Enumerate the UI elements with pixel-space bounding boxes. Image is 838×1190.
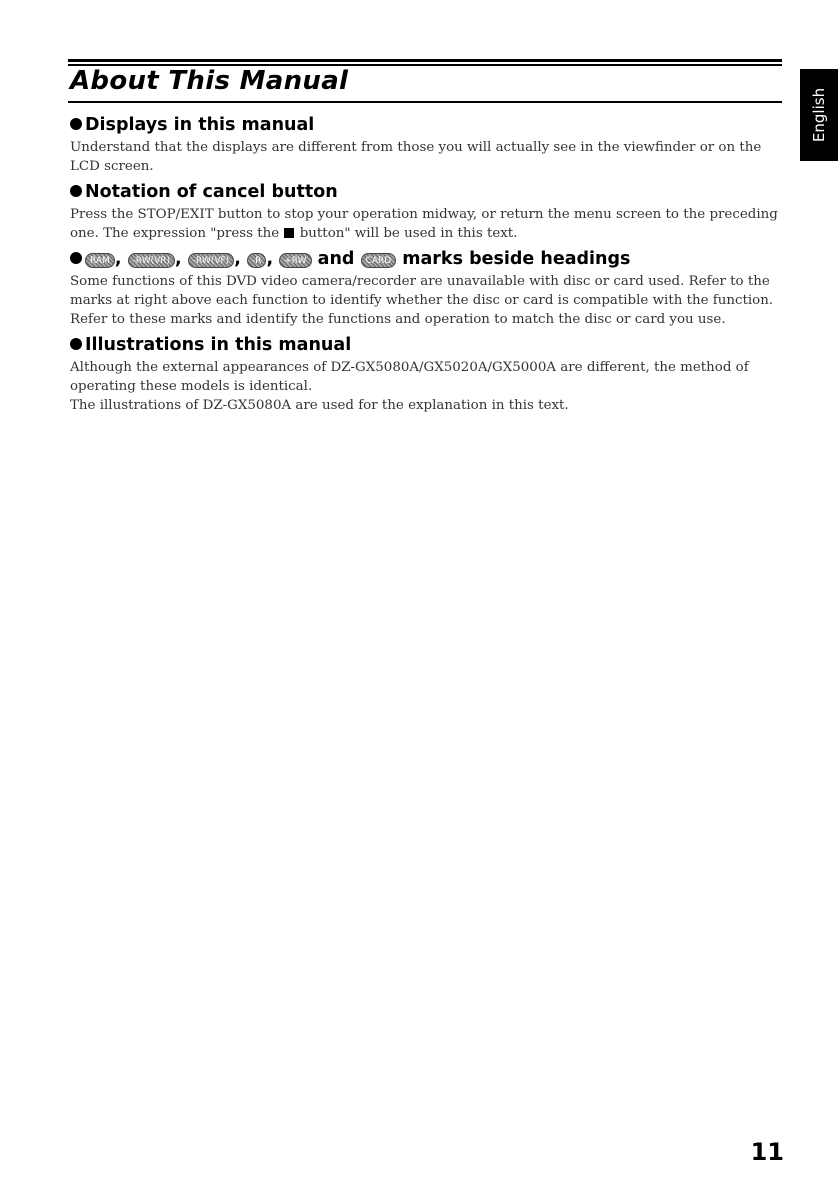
section-body [70,205,786,243]
ram-mark-icon: RAM [85,253,115,268]
separator: , [114,249,122,269]
top-rule [68,59,782,62]
heading-and: and [317,249,355,269]
body-text: The illustrations of DZ-GX5080A are used for the explanation in this text. [70,398,569,413]
section-heading-text: Displays in this manual [85,115,315,135]
section-disc-marks [70,247,786,329]
body-text: Press the STOP/EXIT button to stop your operation midway, or return the menu screen to the preceding one. The expression "press the [70,207,778,241]
bullet-icon [70,118,82,130]
section-illustrations [70,333,786,415]
section-heading-text: Notation of cancel button [85,182,338,202]
language-tab-label: English [810,87,829,143]
section-heading-text: marks beside headings [402,249,631,269]
stop-button-icon [284,228,294,238]
section-heading [70,247,786,271]
section-heading-text: Illustrations in this manual [85,335,352,355]
body-text: button" will be used in this text. [299,226,518,241]
section-heading [70,113,786,137]
section-cancel-button [70,180,786,243]
separator: , [175,249,182,269]
bullet-icon [70,185,82,197]
section-heading [70,333,786,357]
language-tab [800,69,838,161]
page-title: About This Manual [70,66,349,96]
manual-content [70,113,786,415]
plus-rw-mark-icon: +RW [279,253,311,268]
separator: , [266,249,274,269]
separator: , [234,249,241,269]
bullet-icon [70,338,82,350]
card-mark-icon: CARD [361,253,397,268]
section-body: Some functions of this DVD video camera/recorder are unavailable with disc or card used. Refer to the marks at right above each function to identify whether the disc or card is compatible with the function. Refer to these marks and identify the functions and operation to match the disc or card you use. [70,274,774,327]
section-displays [70,113,786,176]
section-body [70,358,786,415]
rw-vr-mark-icon: -RW(VR) [128,253,175,268]
page-number: 11 [750,1138,784,1166]
rw-vf-mark-icon: -RW(VF) [188,253,234,268]
r-mark-icon: -R [247,253,267,268]
section-body: Understand that the displays are different from those you will actually see in the viewfinder or on the LCD screen. [70,140,762,174]
section-heading [70,180,786,204]
bullet-icon [70,252,82,264]
title-underline [68,101,782,103]
body-text: Although the external appearances of DZ-GX5080A/GX5020A/GX5000A are different, the method of operating these models is identical. [70,360,749,394]
